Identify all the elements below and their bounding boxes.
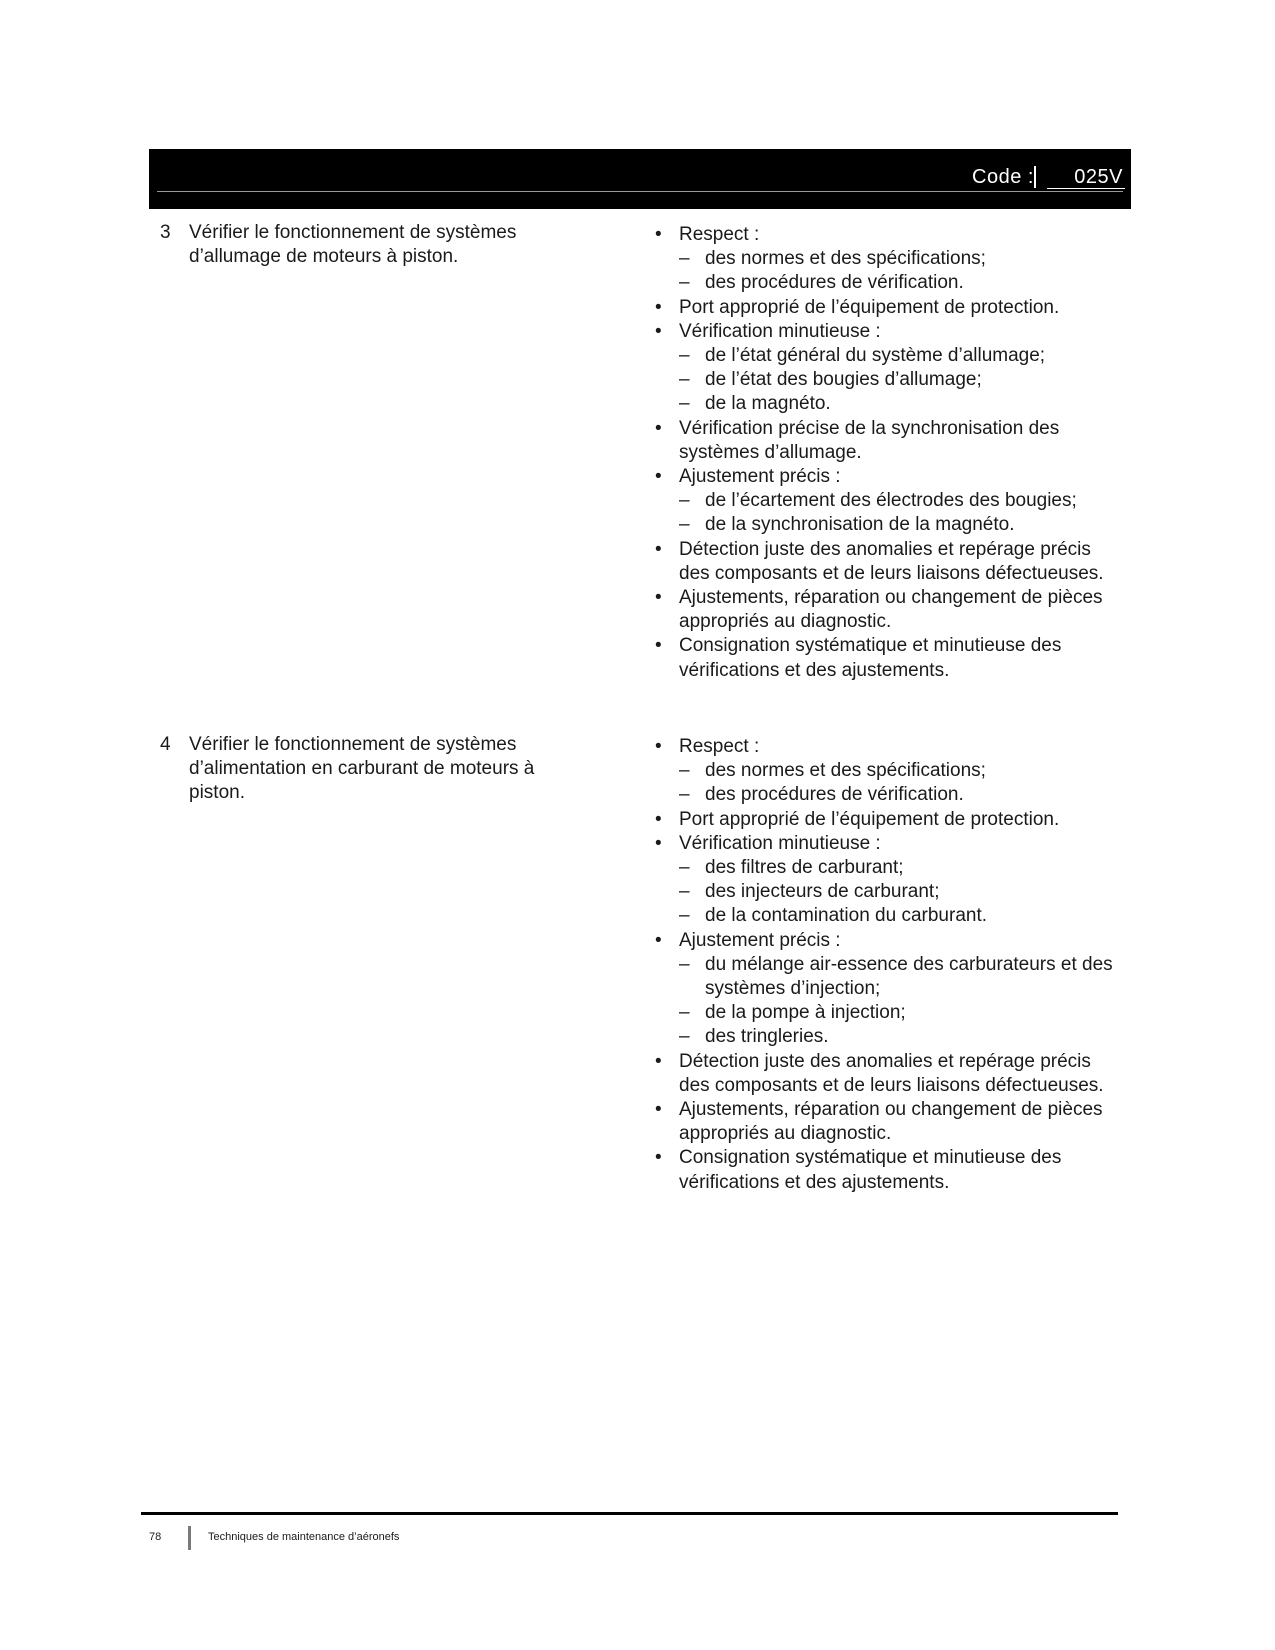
criteria-subitem: – de l’état des bougies d’allumage; — [679, 368, 1125, 392]
criteria-item — [655, 586, 1125, 634]
performance-criteria — [655, 223, 1125, 683]
footer-rule — [141, 1512, 1118, 1515]
criteria-item — [655, 832, 1125, 929]
criteria-sublist — [679, 344, 1125, 417]
criteria-item — [655, 1050, 1125, 1098]
criteria-text: Respect : — [679, 736, 760, 757]
criteria-text: Respect : — [679, 224, 760, 245]
criteria-text: Consignation systématique et minutieuse des vérifications et des ajustements. — [679, 635, 1062, 681]
footer-title: Techniques de maintenance d’aéronefs — [208, 1531, 400, 1543]
code-label: Code : — [972, 166, 1034, 188]
criteria-item — [655, 808, 1125, 832]
criteria-text: Ajustement précis : — [679, 466, 841, 488]
criteria-subitem: – des procédures de vérification. — [679, 783, 1125, 807]
competence-number: 4 — [160, 734, 171, 755]
criteria-text: Ajustements, réparation ou changement de pièces appropriés au diagnostic. — [679, 587, 1103, 633]
code-separator — [1034, 166, 1036, 188]
criteria-subitem: – de la pompe à injection; — [679, 1001, 1125, 1025]
criteria-subitem: – des normes et des spécifications; — [679, 247, 1125, 271]
criteria-subitem: – de l’écartement des électrodes des bougies; — [679, 489, 1125, 513]
criteria-list — [655, 735, 1125, 1195]
criteria-item — [655, 223, 1125, 296]
criteria-subitem: – des injecteurs de carburant; — [679, 880, 1125, 904]
criteria-sublist — [679, 489, 1125, 537]
criteria-text: Détection juste des anomalies et repérage précis des composants et de leurs liaisons défectueuses. — [679, 1050, 1104, 1096]
code-value-underline — [1047, 188, 1125, 189]
criteria-item — [655, 465, 1125, 538]
criteria-item — [655, 1098, 1125, 1146]
criteria-list — [655, 223, 1125, 683]
criteria-subitem: – du mélange air-essence des carburateurs et des systèmes d’injection; — [679, 953, 1125, 1001]
criteria-item — [655, 417, 1125, 465]
criteria-subitem: – des procédures de vérification. — [679, 271, 1125, 295]
criteria-text: Ajustements, réparation ou changement de pièces appropriés au diagnostic. — [679, 1099, 1103, 1145]
competence-number: 3 — [160, 222, 171, 243]
competence-text: Vérifier le fonctionnement de systèmes d’alimentation en carburant de moteurs à piston. — [189, 734, 535, 803]
criteria-text: Vérification minutieuse : — [679, 832, 881, 854]
criteria-item — [655, 296, 1125, 320]
header-rule — [157, 191, 1123, 192]
criteria-item — [655, 320, 1125, 417]
criteria-subitem: – de la contamination du carburant. — [679, 904, 1125, 928]
criteria-subitem: – de la magnéto. — [679, 392, 1125, 416]
criteria-text: Consignation systématique et minutieuse des vérifications et des ajustements. — [679, 1147, 1062, 1193]
criteria-sublist — [679, 953, 1125, 1050]
page-number: 78 — [149, 1531, 162, 1543]
criteria-item — [655, 735, 1125, 808]
criteria-sublist — [679, 759, 1125, 807]
criteria-subitem: – des filtres de carburant; — [679, 856, 1125, 880]
criteria-subitem: – de la synchronisation de la magnéto. — [679, 513, 1125, 537]
criteria-item — [655, 634, 1125, 682]
criteria-item — [655, 929, 1125, 1050]
code-value: 025V — [1074, 166, 1123, 188]
criteria-text: Port approprié de l’équipement de protection. — [679, 808, 1060, 830]
criteria-sublist — [679, 856, 1125, 929]
criteria-text: Ajustement précis : — [679, 929, 841, 951]
criteria-text: Vérification précise de la synchronisation des systèmes d’allumage. — [679, 417, 1060, 463]
performance-criteria — [655, 735, 1125, 1195]
header-bar — [149, 149, 1131, 209]
footer-separator — [188, 1526, 191, 1550]
criteria-subitem: – de l’état général du système d’allumage; — [679, 344, 1125, 368]
criteria-item — [655, 1146, 1125, 1194]
criteria-subitem: – des normes et des spécifications; — [679, 759, 1125, 783]
criteria-item — [655, 538, 1125, 586]
criteria-sublist — [679, 247, 1125, 295]
criteria-subitem: – des tringleries. — [679, 1025, 1125, 1049]
competence-text: Vérifier le fonctionnement de systèmes d’allumage de moteurs à piston. — [189, 222, 517, 267]
criteria-text: Vérification minutieuse : — [679, 320, 881, 342]
criteria-text: Détection juste des anomalies et repérage précis des composants et de leurs liaisons défectueuses. — [679, 538, 1104, 584]
criteria-text: Port approprié de l’équipement de protection. — [679, 296, 1060, 318]
